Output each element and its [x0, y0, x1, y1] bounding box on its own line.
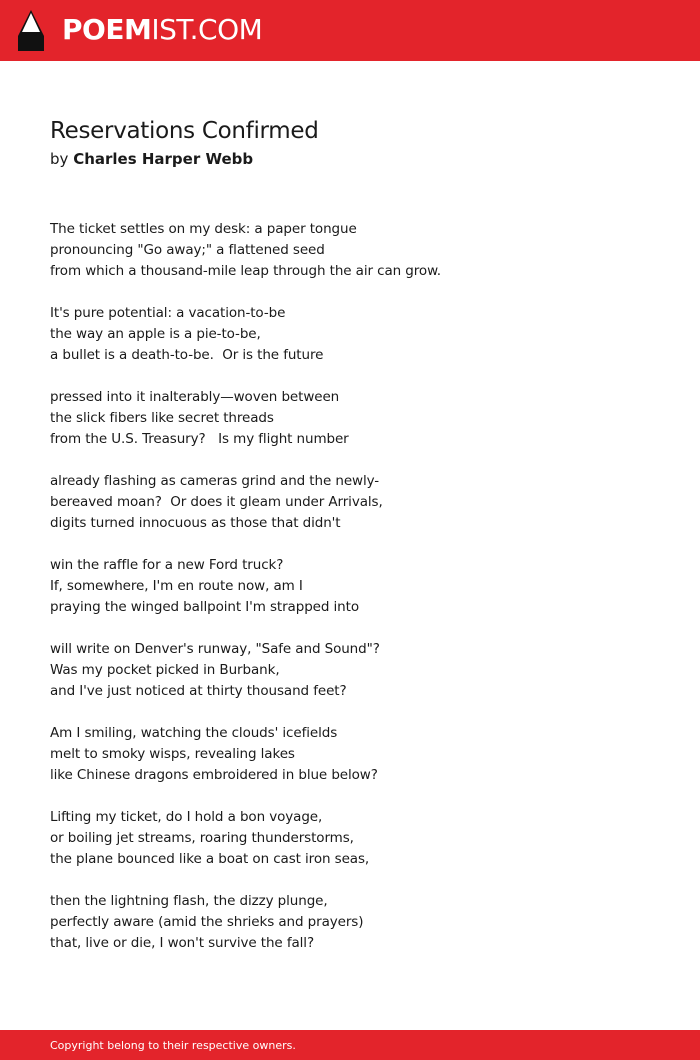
poem-line: pronouncing "Go away;" a flattened seed — [50, 242, 325, 258]
poem-line: from the U.S. Treasury? Is my flight number — [50, 431, 349, 447]
stanza — [50, 723, 650, 786]
poem-line: If, somewhere, I'm en route now, am I — [50, 578, 303, 594]
author-name: Charles Harper Webb — [73, 150, 254, 168]
stanza — [50, 303, 650, 366]
poem-line: the way an apple is a pie-to-be, — [50, 326, 261, 342]
poem-line: perfectly aware (amid the shrieks and prayers) — [50, 914, 364, 930]
poem-line: will write on Denver's runway, "Safe and Sound"? — [50, 641, 380, 657]
poem-line: from which a thousand-mile leap through the air can grow. — [50, 263, 441, 279]
poem-line: then the lightning flash, the dizzy plunge, — [50, 893, 328, 909]
stanza — [50, 639, 650, 702]
stanza — [50, 555, 650, 618]
poem-line: a bullet is a death-to-be. Or is the future — [50, 347, 324, 363]
copyright-text: Copyright belong to their respective owners. — [50, 1039, 296, 1052]
poem-line: bereaved moan? Or does it gleam under Arrivals, — [50, 494, 383, 510]
poem-line: Was my pocket picked in Burbank, — [50, 662, 280, 678]
stanza — [50, 219, 650, 282]
poem-line: that, live or die, I won't survive the fall? — [50, 935, 315, 951]
site-header — [0, 0, 700, 61]
poem-body — [50, 219, 650, 975]
poem-line: The ticket settles on my desk: a paper tongue — [50, 221, 357, 237]
poem-line: like Chinese dragons embroidered in blue below? — [50, 767, 378, 783]
site-logo[interactable] — [62, 13, 262, 47]
poem-line: It's pure potential: a vacation-to-be — [50, 305, 286, 321]
logo-light-part: IST.COM — [151, 13, 263, 46]
poem-line: melt to smoky wisps, revealing lakes — [50, 746, 295, 762]
poem-title: Reservations Confirmed — [50, 118, 319, 144]
stanza — [50, 807, 650, 870]
poem-line: the slick fibers like secret threads — [50, 410, 274, 426]
poem-line: Lifting my ticket, do I hold a bon voyage, — [50, 809, 323, 825]
poem-line: and I've just noticed at thirty thousand feet? — [50, 683, 347, 699]
stanza — [50, 891, 650, 954]
pencil-tip-icon[interactable] — [18, 10, 44, 51]
poem-line: digits turned innocuous as those that didn't — [50, 515, 341, 531]
byline-prefix: by — [50, 150, 69, 168]
logo-bold-part: POEM — [62, 13, 152, 46]
poem-line: praying the winged ballpoint I'm strapped into — [50, 599, 359, 615]
poem-line: Am I smiling, watching the clouds' icefields — [50, 725, 338, 741]
stanza — [50, 387, 650, 450]
poem-line: or boiling jet streams, roaring thunderstorms, — [50, 830, 354, 846]
site-footer — [0, 1030, 700, 1060]
poem-line: already flashing as cameras grind and the newly- — [50, 473, 380, 489]
poem-line: the plane bounced like a boat on cast iron seas, — [50, 851, 370, 867]
stanza — [50, 471, 650, 534]
poem-line: pressed into it inalterably—woven between — [50, 389, 340, 405]
poem-line: win the raffle for a new Ford truck? — [50, 557, 284, 573]
byline — [50, 149, 253, 169]
